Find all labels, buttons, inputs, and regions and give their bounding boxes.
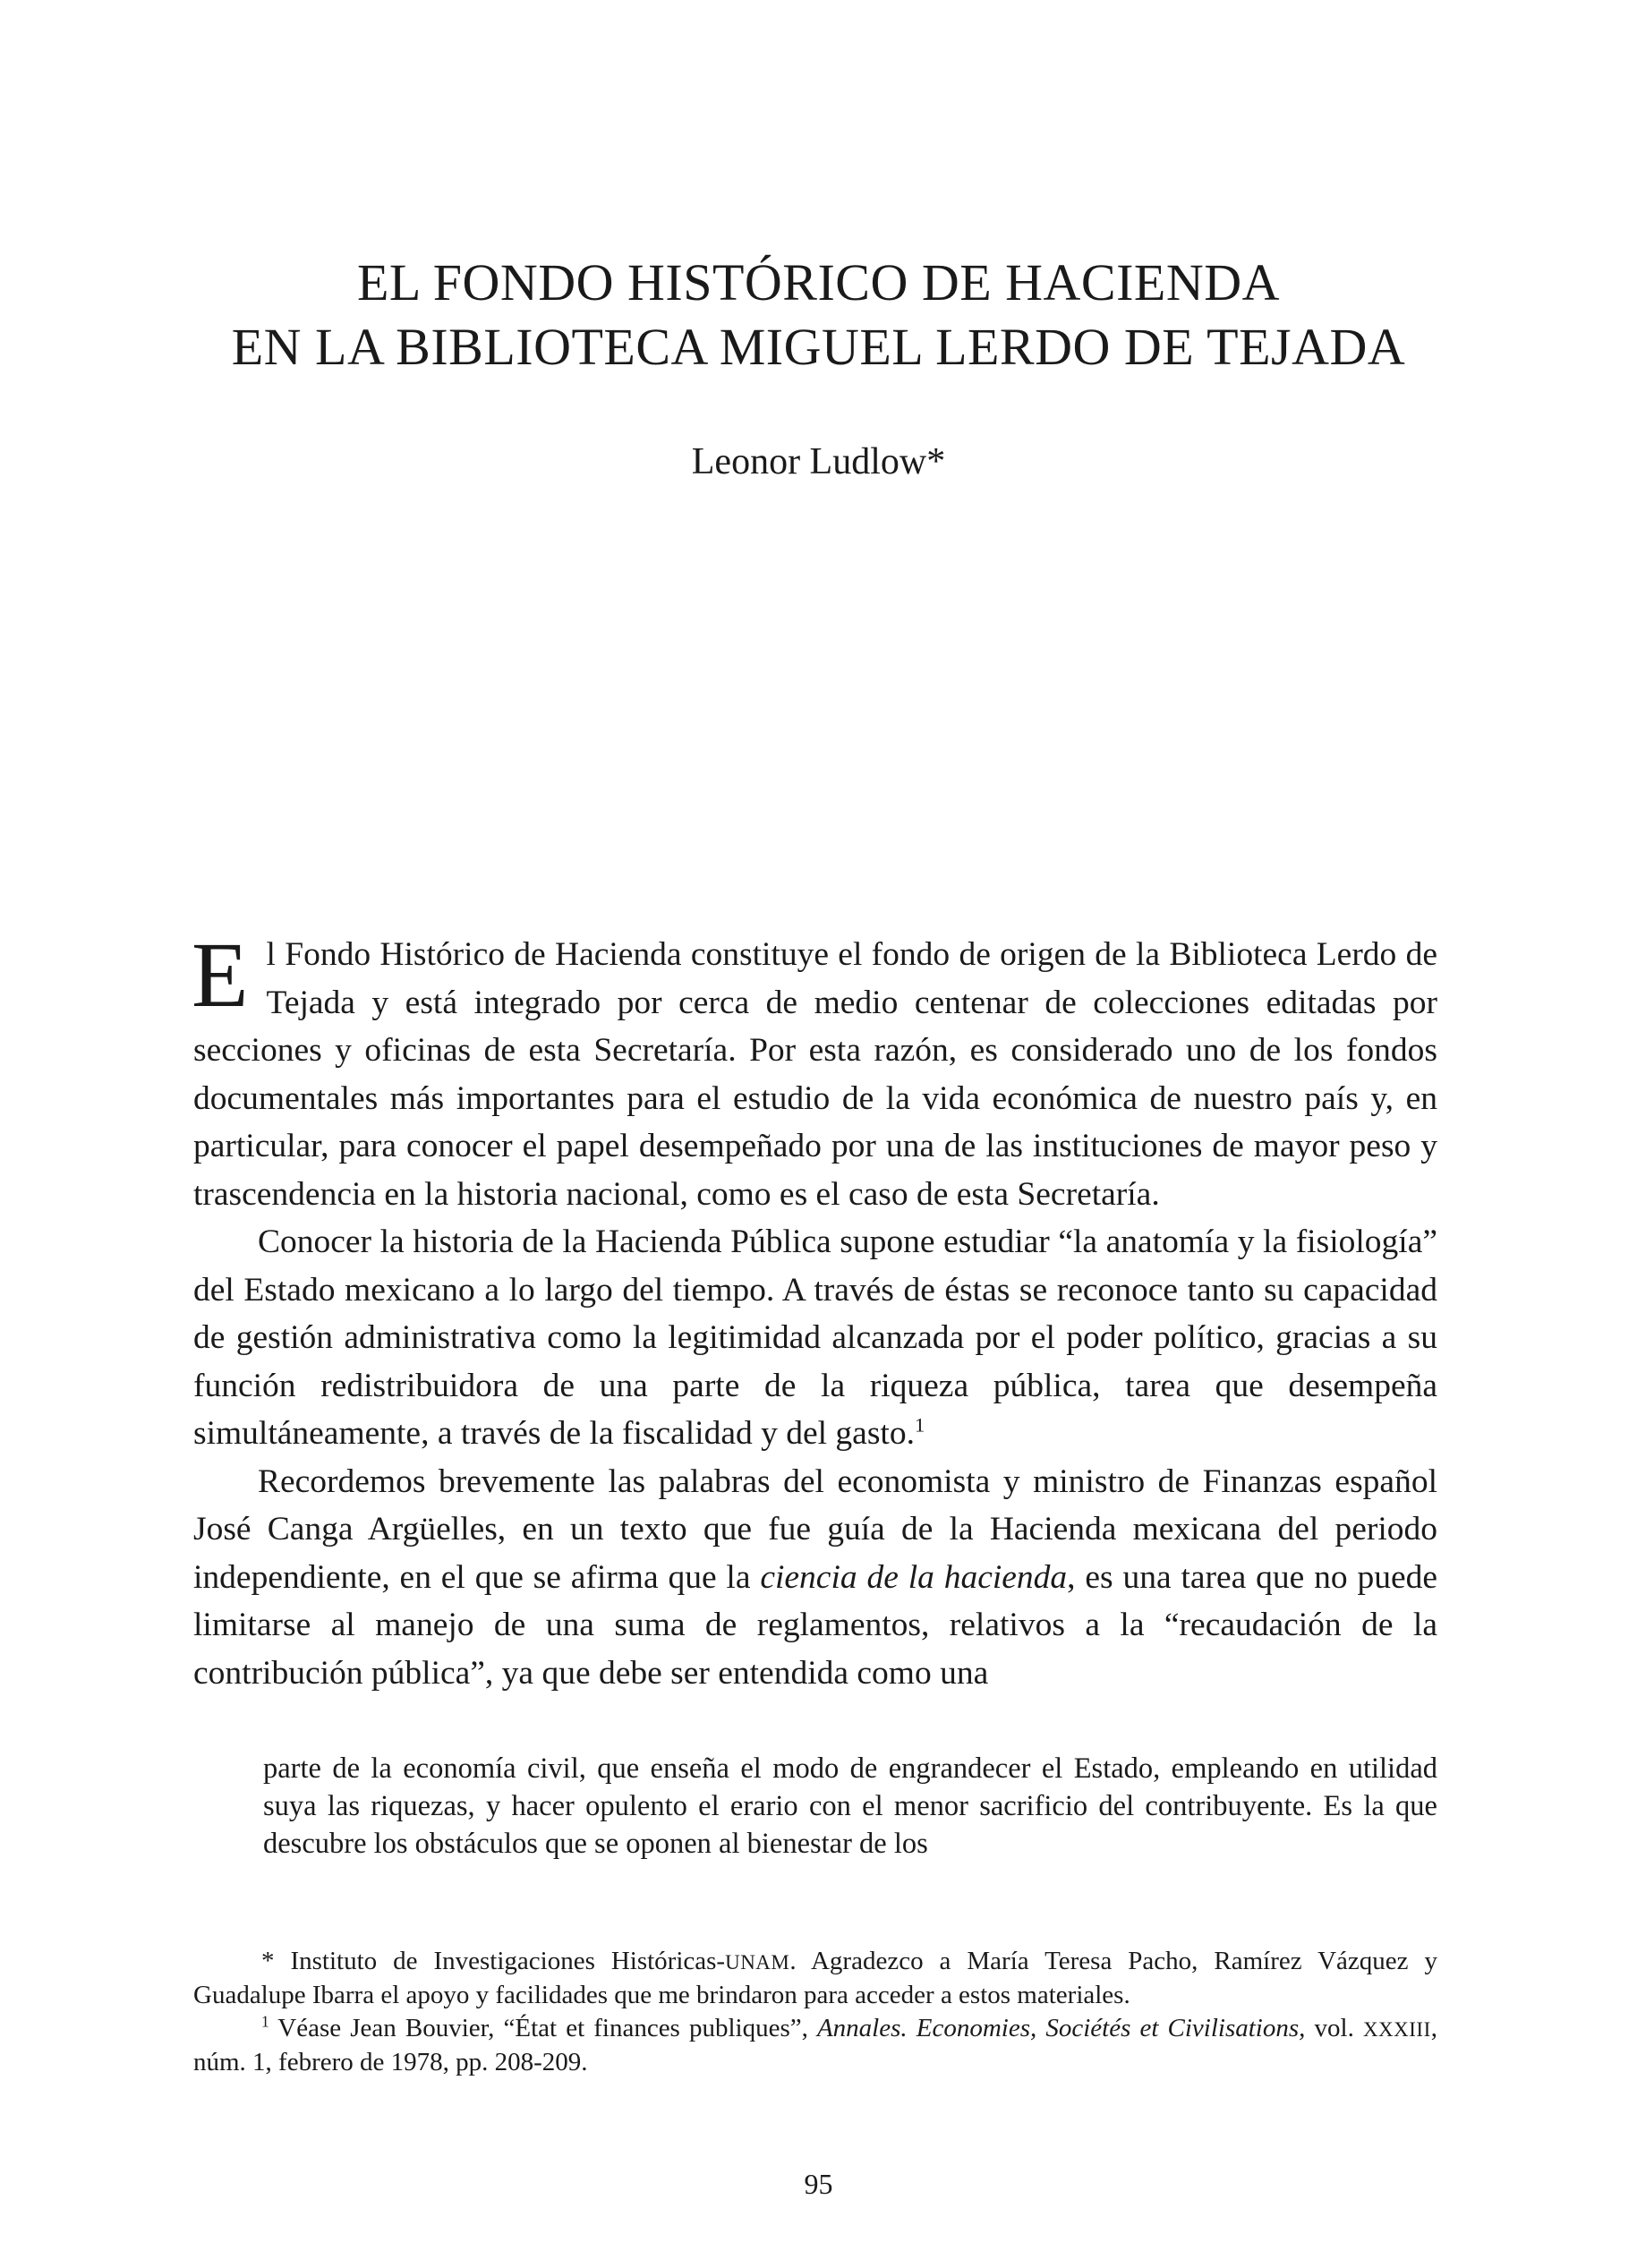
article-body (192, 924, 1438, 1697)
paragraph-2-text: Conocer la historia de la Hacienda Pública supone estudiar “la anatomía y la fisiología” del Estado mexicano a lo largo del tiempo. A través de éstas se reconoce tanto su capacidad de gestión administrativa como la legitimidad alcanzada por el poder político, gracias a su función redistribuidora de una parte de la riqueza pública, tarea que desempeña simultáneamente, a través de la fiscalidad y del gasto. (193, 1224, 1437, 1452)
paragraph-3-text-start: Recordemos brevemente las palabras del economista y ministro de Finanzas español José Canga Argüelles, en un texto que fue guía de la Hacienda mexicana del periodo independiente, en el que se afirma que la (193, 1462, 1437, 1596)
paragraph-1 (192, 924, 1437, 1218)
footnote-author-smallcaps: UNAM (725, 1951, 790, 1974)
paragraph-2 (193, 1218, 1437, 1458)
footnote-1-volume: XXXIII (1362, 2018, 1431, 2041)
footnote-1-text-start: Véase Jean Bouvier, “État et finances publiques”, (269, 2014, 817, 2042)
paragraph-3-italic-term: ciencia de la hacienda (760, 1558, 1068, 1596)
page-number: 95 (804, 2168, 833, 2200)
paragraph-1-text: l Fondo Histórico de Hacienda constituye el fondo de origen de la Biblioteca Lerdo de Tejada y está integrado por cerca de medio centenar de colecciones editadas por secciones y oficinas de esta Secretaría. Por esta razón, es considerado uno de los fondos documentales más importantes para el estudio de la vida económica de nuestro país y, en particular, para conocer el papel desempeñado por una de las instituciones de mayor peso y trascendencia en la historia nacional, como es el caso de esta Secretaría. (193, 936, 1437, 1213)
footnote-author-text-end: . Agradezco a María Teresa Pacho, Ramírez Vázquez y Guadalupe Ibarra el apoyo y facilidades que me brindaron para acceder a estos materiales. (193, 1947, 1437, 2009)
paragraph-3 (193, 1458, 1437, 1698)
title-line-1: EL FONDO HISTÓRICO DE HACIENDA (356, 253, 1281, 311)
footnote-author (193, 1945, 1437, 2012)
footnote-reference-1[interactable]: 1 (914, 1413, 925, 1437)
title-line-2: EN LA BIBLIOTECA MIGUEL LERDO DE TEJADA (231, 318, 1406, 376)
block-quote: parte de la economía civil, que enseña el modo de engrandecer el Estado, empleando en utilidad suya las riquezas, y hacer opulento el erario con el menor sacrificio del contribuyente. Es la que descubre los obstáculos que se oponen al bienestar de los (263, 1752, 1437, 1860)
footnote-1-journal: Annales. Economies, Sociétés et Civilisations, (816, 2014, 1306, 2042)
footnotes (193, 1945, 1437, 2079)
footnote-1 (193, 2012, 1437, 2079)
drop-cap: E (192, 924, 249, 1027)
author-name: Leonor Ludlow* (691, 441, 946, 482)
footnote-author-text-start: * Instituto de Investigaciones Históricas- (261, 1947, 726, 1975)
paragraph-3-text-end: , es una tarea que no puede limitarse al manejo de una suma de reglamentos, relativos a la “recaudación de la contribución pública”, ya que debe ser entendida como una (193, 1558, 1438, 1692)
article-title (0, 251, 1637, 379)
footnote-1-text-mid: vol. (1305, 2014, 1363, 2042)
footnote-1-text-end: , núm. 1, febrero de 1978, pp. 208-209. (193, 2014, 1437, 2076)
footnote-1-mark: 1 (261, 2012, 269, 2031)
